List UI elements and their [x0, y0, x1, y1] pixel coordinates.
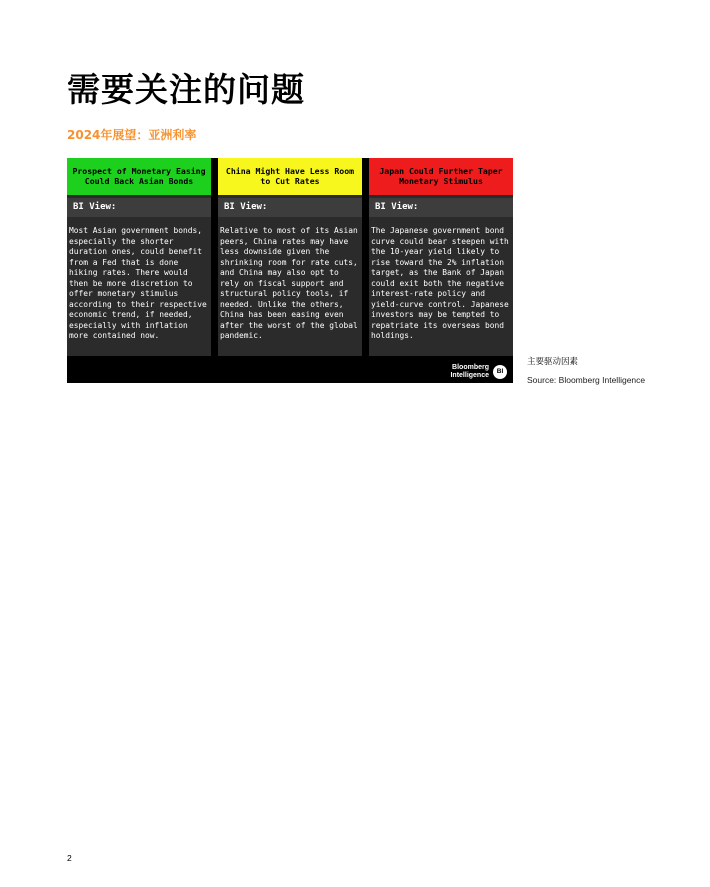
bi-view-label: BI View:: [218, 198, 362, 217]
figure-source: Source: Bloomberg Intelligence: [527, 375, 646, 385]
page-number: 2: [67, 853, 72, 863]
column-asian-bonds: [67, 158, 211, 356]
section-subtitle: 2024年展望：亚洲利率: [67, 128, 197, 142]
bi-view-label: BI View:: [369, 198, 513, 217]
brand-line-2: Intelligence: [450, 371, 489, 379]
column-text: The Japanese government bond curve could bear steepen with the 10-year yield likely to rise toward the 2% inflation target, as the Bank of Japan could exit both the negative interest-rate policy and yield-curve control. Japanese investors may be tempted to repatriate its overseas bond holdings.: [371, 226, 509, 340]
column-heading: Japan Could Further Taper Monetary Stimulus: [369, 158, 513, 195]
column-text: Relative to most of its Asian peers, China rates may have less downside given the shrinking room for rate cuts, and China may also opt to rely on fiscal support and structural policy tools, if needed. Unlike the others, China has been easing even after the worst of the global pandemic.: [220, 226, 358, 340]
column-heading: China Might Have Less Room to Cut Rates: [218, 158, 362, 195]
brand-line-1: Bloomberg: [452, 364, 489, 371]
bi-view-label: BI View:: [67, 198, 211, 217]
page-title: 需要关注的问题: [67, 70, 305, 109]
bi-view-figure: [67, 158, 513, 383]
column-japan-taper: [369, 158, 513, 356]
column-heading: Prospect of Monetary Easing Could Back Asian Bonds: [67, 158, 211, 195]
bloomberg-intelligence-brand: [450, 364, 507, 379]
column-text: Most Asian government bonds, especially the shorter duration ones, could benefit from a Fed that is done hiking rates. There would then be more discretion to offer monetary stimulus according to their respective economic trend, if needed, especially with inflation more contained now.: [69, 226, 207, 340]
bi-logo-icon: BI: [493, 365, 507, 379]
figure-caption: 主要驱动因素: [527, 357, 579, 367]
column-china-rates: [218, 158, 362, 356]
brand-text: [450, 364, 489, 379]
